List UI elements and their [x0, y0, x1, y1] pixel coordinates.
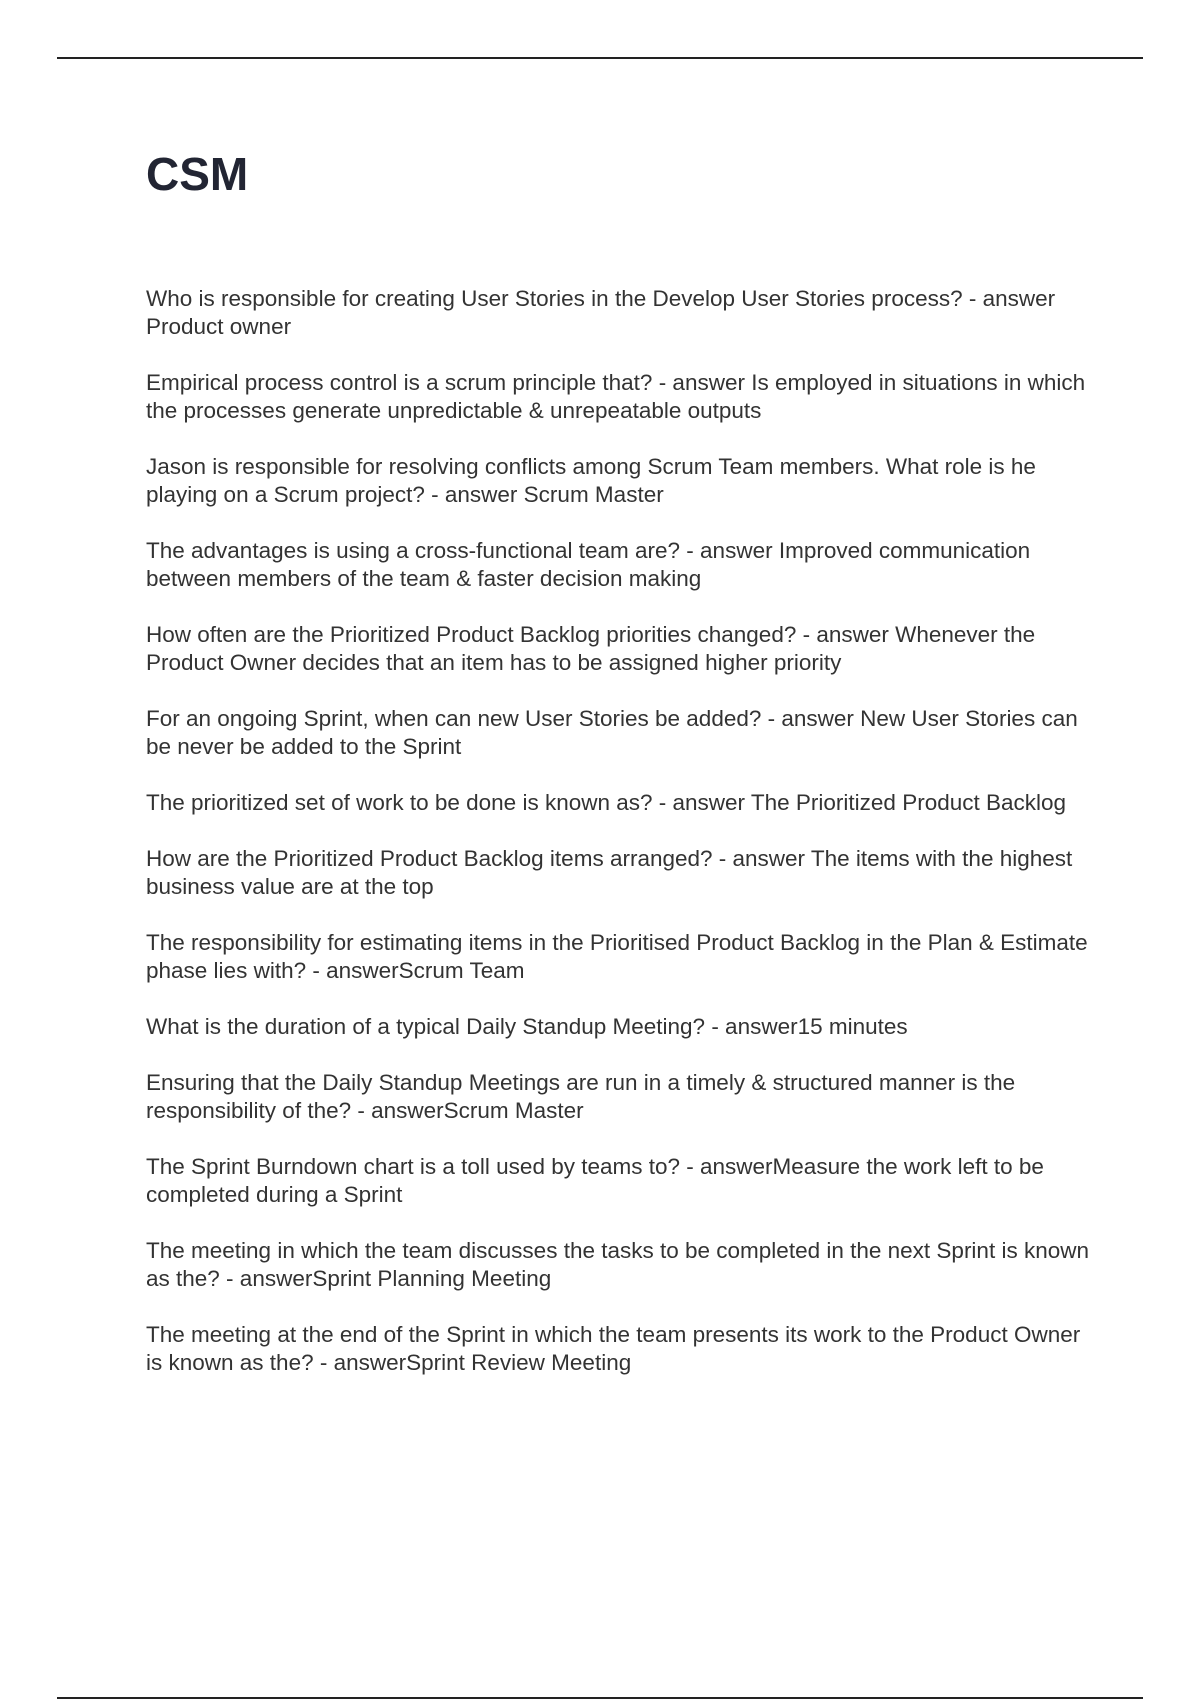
qa-item: How are the Prioritized Product Backlog items arranged? - answer The items with the highest business value are at the top: [146, 846, 1073, 899]
page-title: CSM: [146, 148, 249, 200]
qa-item: Jason is responsible for resolving conflicts among Scrum Team members. What role is he playing on a Scrum project? - answer Scrum Master: [146, 454, 1036, 507]
qa-item: The responsibility for estimating items in the Prioritised Product Backlog in the Plan & Estimate phase lies with? - answerScrum Team: [146, 930, 1088, 983]
qa-item: What is the duration of a typical Daily Standup Meeting? - answer15 minutes: [146, 1014, 908, 1039]
qa-item: How often are the Prioritized Product Backlog priorities changed? - answer Whenever the Product Owner decides that an item has to be assigned higher priority: [146, 622, 1036, 675]
top-divider: [57, 57, 1143, 59]
qa-item: The meeting in which the team discusses the tasks to be completed in the next Sprint is known as the? - answerSprint Planning Meeting: [146, 1238, 1089, 1291]
qa-item: Empirical process control is a scrum principle that? - answer Is employed in situations in which the processes generate unpredictable & unrepeatable outputs: [146, 370, 1086, 423]
qa-item: The meeting at the end of the Sprint in which the team presents its work to the Product Owner is known as the? - answerSprint Review Meeting: [146, 1322, 1081, 1375]
qa-item: The advantages is using a cross-functional team are? - answer Improved communication between members of the team & faster decision making: [146, 538, 1031, 591]
qa-item: The prioritized set of work to be done is known as? - answer The Prioritized Product Backlog: [146, 790, 1067, 815]
bottom-divider: [57, 1697, 1143, 1699]
qa-list: [146, 285, 1096, 1405]
qa-item: For an ongoing Sprint, when can new User Stories be added? - answer New User Stories can be never be added to the Sprint: [146, 706, 1078, 759]
qa-item: Who is responsible for creating User Stories in the Develop User Stories process? - answer Product owner: [146, 286, 1056, 339]
qa-item: Ensuring that the Daily Standup Meetings are run in a timely & structured manner is the responsibility of the? - answerScrum Master: [146, 1070, 1016, 1123]
qa-item: The Sprint Burndown chart is a toll used by teams to? - answerMeasure the work left to be completed during a Sprint: [146, 1154, 1044, 1207]
